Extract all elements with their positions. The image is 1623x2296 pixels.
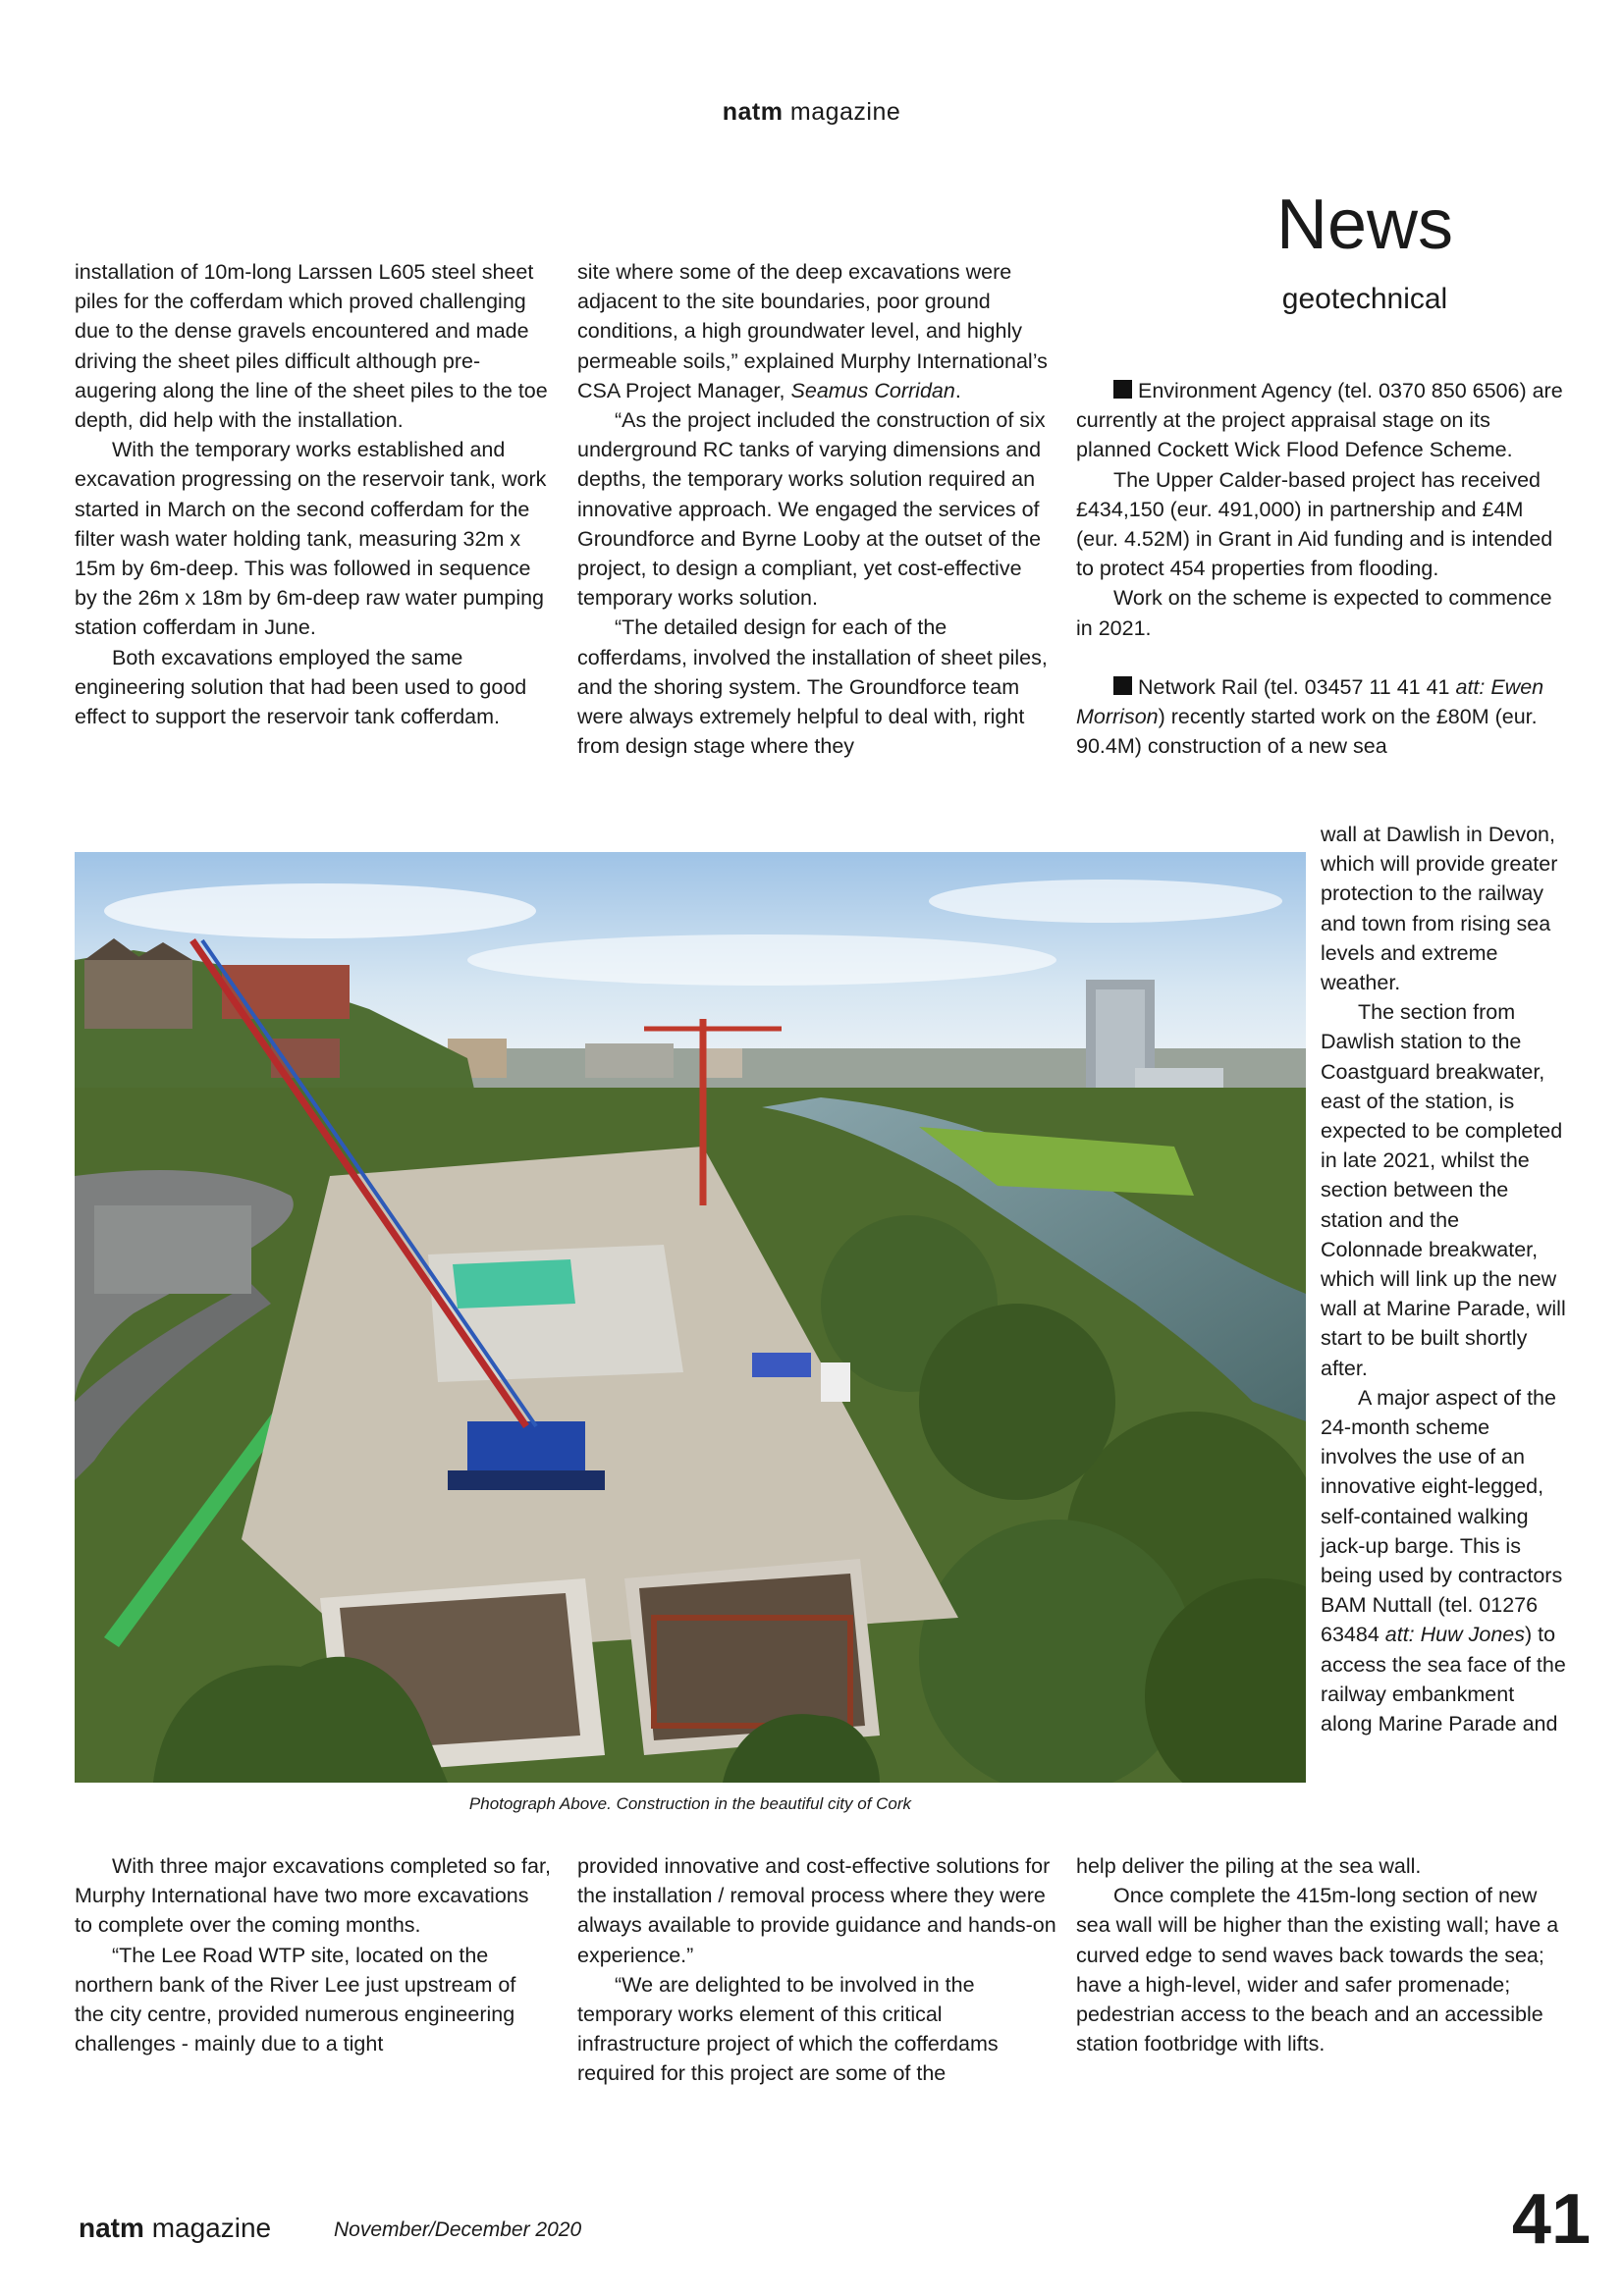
column-3-top: [1076, 376, 1567, 761]
paragraph: installation of 10m-long Larssen L605 steel sheet piles for the cofferdam which proved challenging due to the dense gravels encountered and made driving the sheet piles difficult although pre-augering along the line of the sheet piles to the toe depth, did help with the installation.: [75, 260, 548, 433]
photo-caption: Photograph Above. Construction in the beautiful city of Cork: [468, 1794, 912, 1813]
footer-brand-name: natm: [79, 2213, 144, 2243]
masthead-word: magazine: [789, 98, 901, 126]
paragraph: [1321, 1383, 1566, 1738]
section-subtitle: geotechnical: [1281, 283, 1448, 315]
attention-contact: att: Huw Jones: [1384, 1623, 1525, 1647]
issue-date: November/December 2020: [334, 2218, 582, 2241]
column-2-top: [577, 257, 1058, 761]
paragraph: Work on the scheme is expected to commence in 2021.: [1076, 586, 1552, 640]
column-3-narrow: [1321, 820, 1566, 1738]
paragraph: With three major excavations completed so far, Murphy International have two more excavations to complete over the coming months.: [75, 1854, 551, 1938]
masthead: [0, 98, 1623, 127]
bullet-square-icon: [1113, 380, 1132, 399]
news-item: [1076, 672, 1567, 762]
construction-photo: [75, 852, 1306, 1783]
news-item: [1076, 376, 1567, 465]
column-2-bottom: [577, 1851, 1058, 2089]
footer-brand: [79, 2213, 271, 2244]
paragraph-text: ) recently started work on the £80M (eur. 90.4M) construction of a new sea: [1076, 705, 1538, 759]
column-3-bottom: [1076, 1851, 1567, 2058]
paragraph: The section from Dawlish station to the Coastguard breakwater, east of the station, is expected to be completed in late 2021, whilst the section between the station and the Colonnade breakwater, which will link up the new wall at Marine Parade, will start to be built shortly after.: [1321, 1000, 1566, 1380]
masthead-brand: natm: [722, 98, 784, 126]
footer-brand-word: magazine: [151, 2213, 272, 2243]
paragraph: “The detailed design for each of the cofferdams, involved the installation of sheet piles, and the shoring system. The Groundforce team were always extremely helpful to deal with, right from design stage where they: [577, 615, 1048, 759]
page-number: 41: [1511, 2180, 1591, 2259]
column-1-bottom: [75, 1851, 551, 2058]
section-title: News: [1275, 186, 1454, 264]
paragraph-text: site where some of the deep excavations were adjacent to the site boundaries, poor ground conditions, a high groundwater level, and highly permeable soils,” explained Murphy International’s CSA Project Manager,: [577, 260, 1048, 402]
paragraph: Both excavations employed the same engineering solution that had been used to good effect to support the reservoir tank cofferdam.: [75, 645, 527, 729]
paragraph-text: Environment Agency (tel. 0370 850 6506) are currently at the project appraisal stage on its planned Cockett Wick Flood Defence Scheme.: [1076, 379, 1563, 462]
paragraph-text: ) to access the sea face of the railway embankment along Marine Parade and: [1321, 1623, 1566, 1736]
paragraph: The Upper Calder-based project has received £434,150 (eur. 491,000) in partnership and £4M (eur. 4.52M) in Grant in Aid funding and is intended to protect 454 properties from flooding.: [1076, 467, 1553, 581]
attention-contact: att: Ewen Morrison: [1076, 674, 1544, 729]
paragraph: provided innovative and cost-effective solutions for the installation / removal process where they were always available to provide guidance and hands-on experience.”: [577, 1854, 1056, 1967]
paragraph: “We are delighted to be involved in the temporary works element of this critical infrastructure project of which the cofferdams required for this project are some of the: [577, 1972, 999, 2086]
paragraph: Once complete the 415m-long section of new sea wall will be higher than the existing wall; have a curved edge to send waves back towards the sea; have a high-level, wider and safer promenade; pedestrian access to the beach and an accessible station footbridge with lifts.: [1076, 1884, 1559, 2056]
paragraph: “The Lee Road WTP site, located on the northern bank of the River Lee just upstream of the city centre, provided numerous engineering challenges - mainly due to a tight: [75, 1943, 516, 2056]
column-1-top: [75, 257, 551, 731]
paragraph: help deliver the piling at the sea wall.: [1076, 1854, 1422, 1878]
paragraph: With the temporary works established and excavation progressing on the reservoir tank, work started in March on the second cofferdam for the filter wash water holding tank, measuring 32m x 15m by 6m-deep. This was followed in sequence by the 26m x 18m by 6m-deep raw water pumping station cofferdam in June.: [75, 438, 547, 640]
paragraph: “As the project included the construction of six underground RC tanks of varying dimensions and depths, the temporary works solution required an innovative approach. We engaged the services of Groundforce and Byrne Looby at the outset of the project, to design a compliant, yet cost-effective temporary works solution.: [577, 408, 1046, 611]
person-name: Seamus Corridan: [790, 378, 955, 402]
bullet-square-icon: [1113, 676, 1132, 695]
punctuation: .: [954, 378, 961, 402]
paragraph-text: A major aspect of the 24-month scheme involves the use of an innovative eight-legged, self-contained walking jack-up barge. This is being used by contractors BAM Nuttall (tel. 01276 63484: [1321, 1385, 1563, 1647]
paragraph: [577, 257, 1058, 405]
paragraph: wall at Dawlish in Devon, which will provide greater protection to the railway and town from rising sea levels and extreme weather.: [1321, 823, 1558, 995]
paragraph-text: Network Rail (tel. 03457 11 41 41: [1138, 674, 1450, 699]
